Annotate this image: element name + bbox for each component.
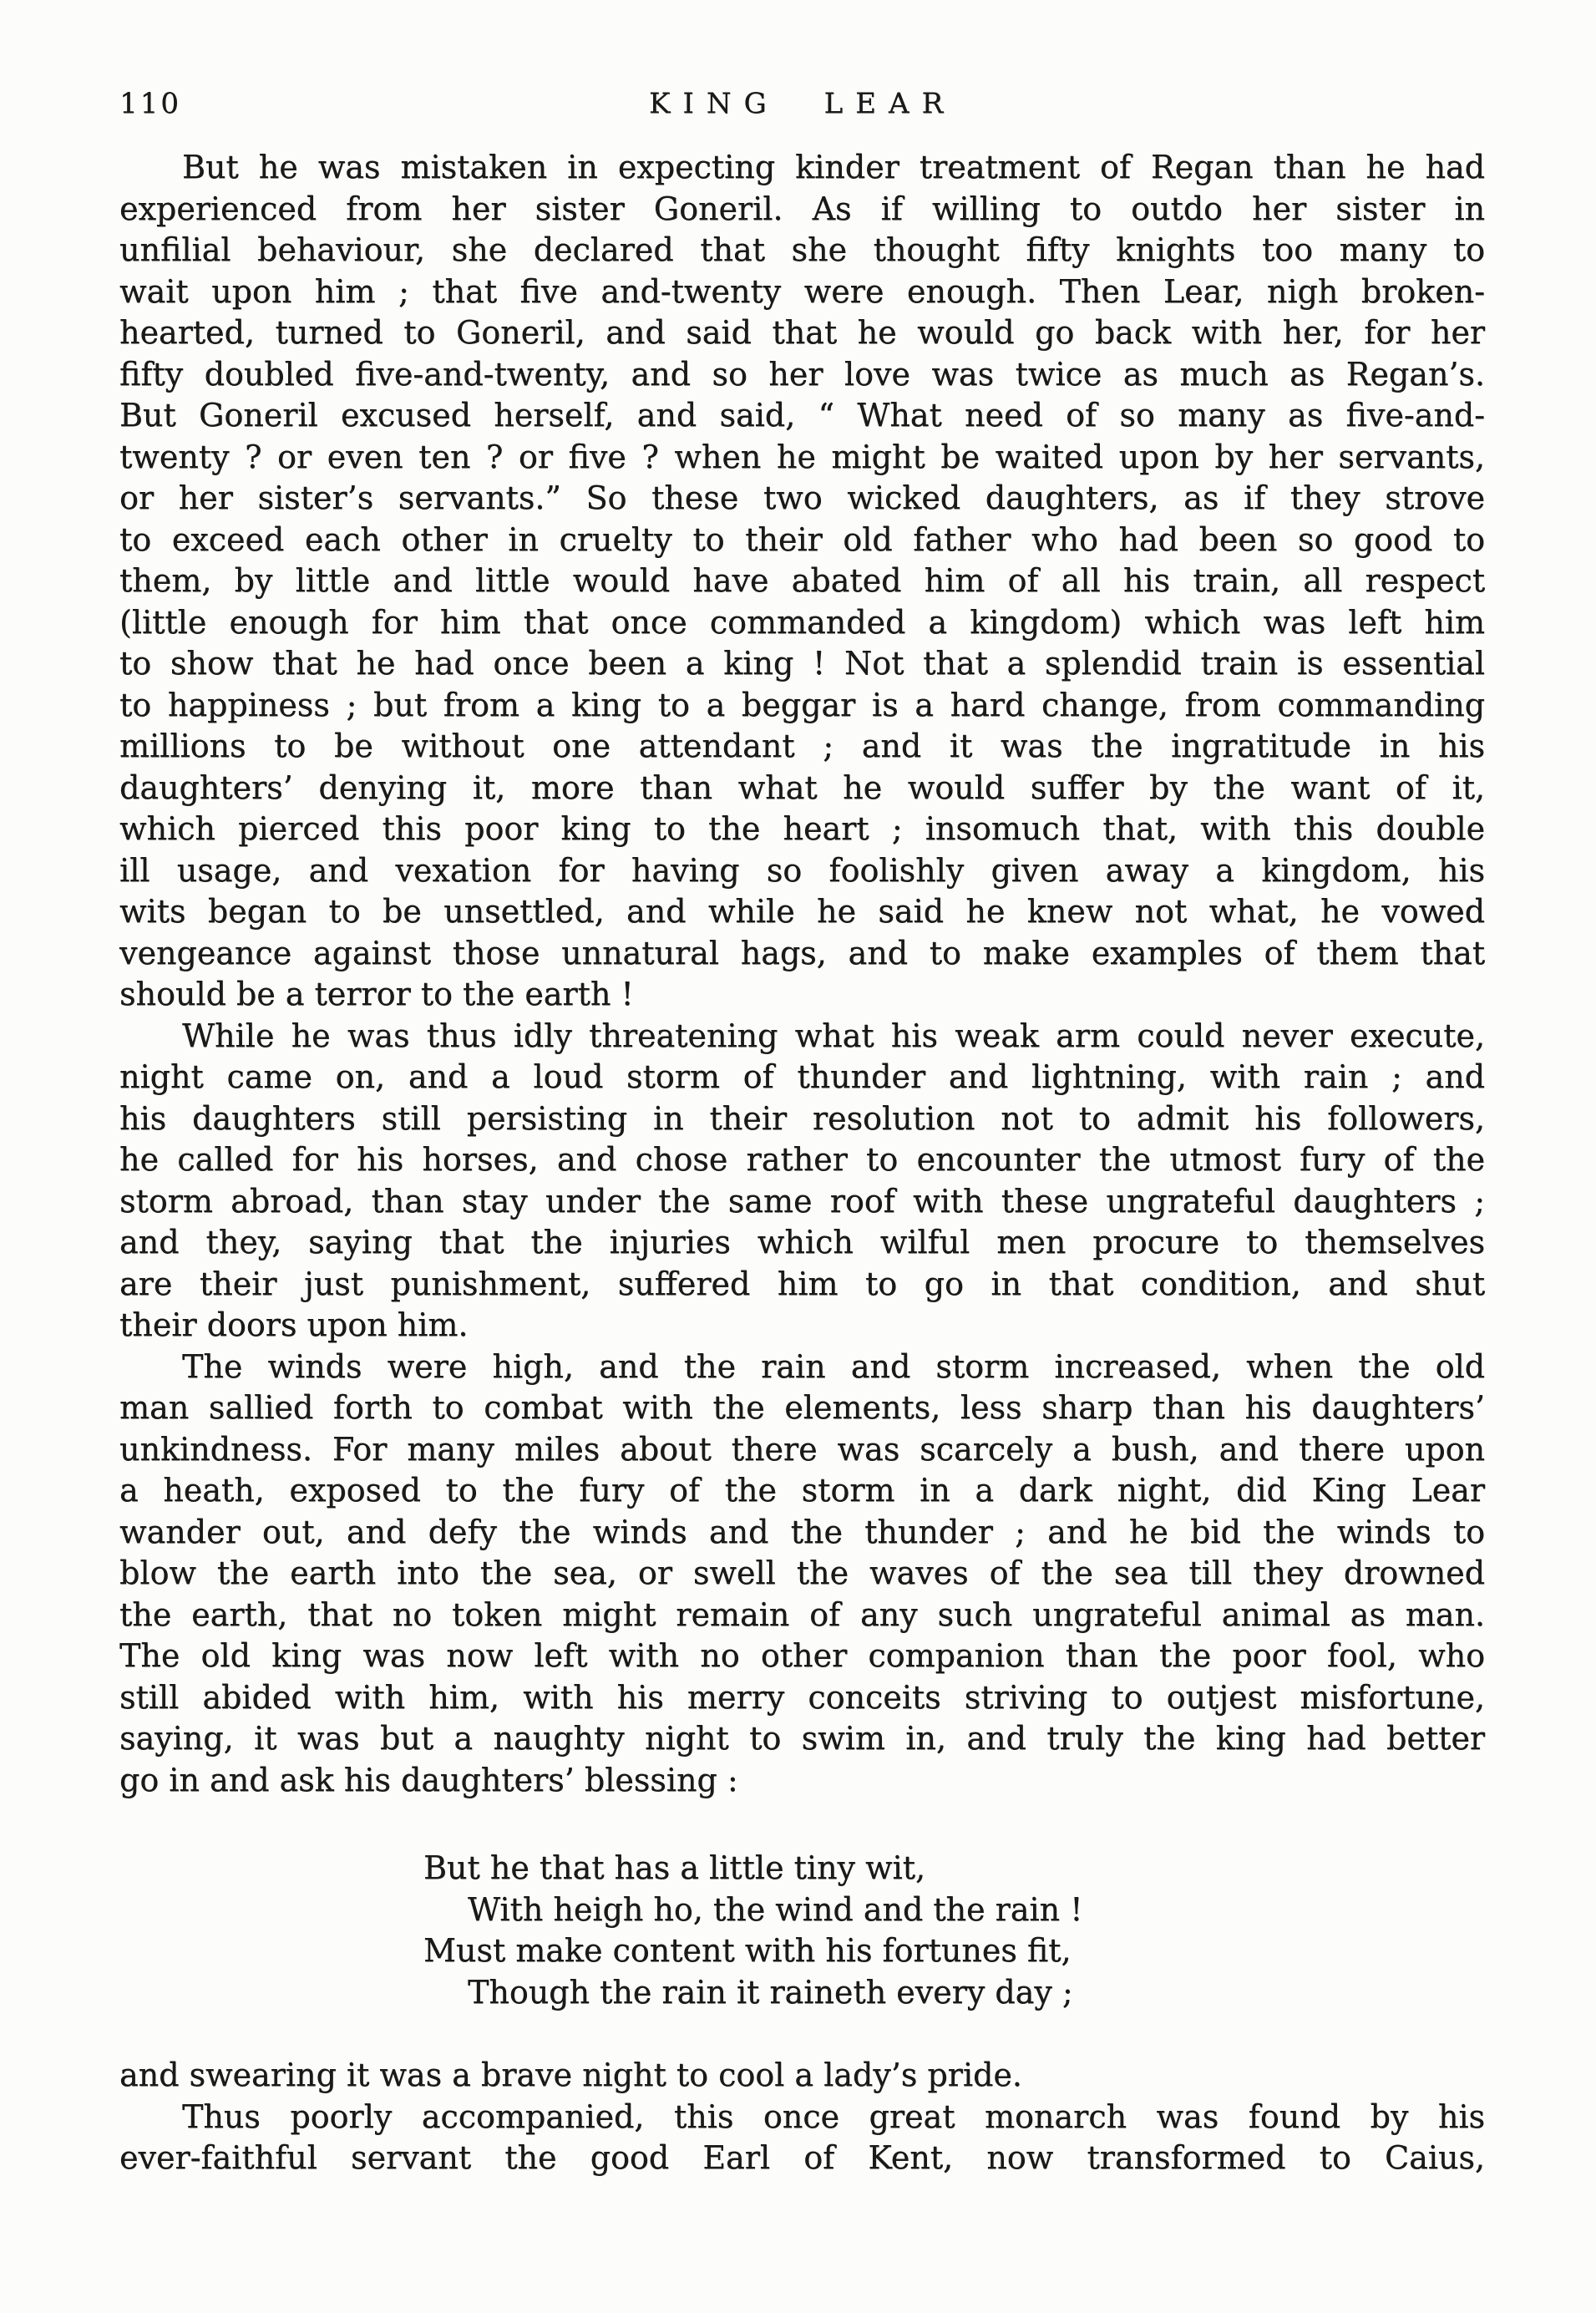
text-line: their doors upon him. (119, 1306, 469, 1343)
paragraph (119, 1347, 1485, 1802)
text-line: man sallied forth to combat with the elements, less sharp than his daughters’ (119, 1389, 1485, 1426)
text-line: should be a terror to the earth ! (119, 976, 634, 1012)
paragraph (119, 2097, 1485, 2179)
verse-line: Though the rain it raineth every day ; (468, 1973, 1073, 2011)
text-line: wits began to be unsettled, and while he said he knew not what, he vowed (119, 893, 1485, 930)
text-line: The old king was now left with no other companion than the poor fool, who (119, 1637, 1485, 1674)
text-line: storm abroad, than stay under the same roof with these ungrateful daughters ; (119, 1182, 1485, 1220)
paragraph (119, 2055, 1485, 2097)
text-line: which pierced this poor king to the heart ; insomuch that, with this double (119, 810, 1485, 847)
text-line: While he was thus idly threatening what his weak arm could never execute, (182, 1017, 1485, 1054)
text-line: night came on, and a loud storm of thunder and lightning, with rain ; and (119, 1058, 1485, 1095)
text-line: blow the earth into the sea, or swell the waves of the sea till they drowned (119, 1555, 1485, 1591)
text-line: unkindness. For many miles about there was scarcely a bush, and there upon (119, 1430, 1485, 1468)
text-line: But Goneril excused herself, and said, “ What need of so many as five-and- (119, 397, 1485, 434)
verse-line: With heigh ho, the wind and the rain ! (468, 1890, 1083, 1928)
verse-line: But he that has a little tiny wit, (423, 1849, 926, 1886)
text-line: wait upon him ; that five and-twenty were enough. Then Lear, nigh broken- (119, 272, 1485, 310)
text-line: The winds were high, and the rain and storm increased, when the old (182, 1347, 1485, 1385)
text-line: ill usage, and vexation for having so foolishly given away a kingdom, his (119, 851, 1485, 889)
text-line: still abided with him, with his merry conceits striving to outjest misfortune, (119, 1678, 1485, 1716)
text-line: fifty doubled five-and-twenty, and so her love was twice as much as Regan’s. (119, 355, 1485, 393)
text-line: wander out, and defy the winds and the thunder ; and he bid the winds to (119, 1513, 1485, 1550)
text-line: daughters’ denying it, more than what he would suffer by the want of it, (119, 768, 1485, 806)
text-line: he called for his horses, and chose rather to encounter the utmost fury of the (119, 1141, 1485, 1178)
text-line: the earth, that no token might remain of any such ungrateful animal as man. (119, 1595, 1485, 1633)
text-line: to exceed each other in cruelty to their old father who had been so good to (119, 520, 1485, 558)
text-line: twenty ? or even ten ? or five ? when he might be waited upon by her servants, (119, 438, 1485, 475)
text-line: But he was mistaken in expecting kinder treatment of Regan than he had (182, 149, 1485, 185)
text-line: (little enough for him that once commanded a kingdom) which was left him (119, 603, 1485, 641)
paragraph (119, 147, 1485, 1016)
text-line: Thus poorly accompanied, this once great monarch was found by his (182, 2097, 1485, 2135)
text-line: go in and ask his daughters’ blessing : (119, 1761, 738, 1798)
verse-line: Must make content with his fortunes fit, (423, 1932, 1072, 1969)
text-line: them, by little and little would have abated him of all his train, all respect (119, 562, 1485, 599)
text-line: unfilial behaviour, she declared that she thought fifty knights too many to (119, 231, 1485, 268)
text-line: saying, it was but a naughty night to swim in, and truly the king had better (119, 1720, 1485, 1757)
text-line: millions to be without one attendant ; and it was the ingratitude in his (119, 728, 1485, 764)
text-line: to happiness ; but from a king to a beggar is a hard change, from commanding (119, 686, 1485, 723)
running-title: KING LEAR (648, 87, 956, 120)
page-number: 110 (119, 87, 181, 120)
paragraph (119, 1016, 1485, 1347)
text-line: and they, saying that the injuries which wilful men procure to themselves (119, 1224, 1485, 1260)
text-line: or her sister’s servants.” So these two wicked daughters, as if they strove (119, 479, 1485, 516)
text-line: his daughters still persisting in their resolution not to admit his followers, (119, 1099, 1485, 1137)
running-header (119, 86, 1485, 121)
verse-block (423, 1848, 1485, 2013)
page-body (119, 147, 1485, 2179)
text-line: experienced from her sister Goneril. As if willing to outdo her sister in (119, 190, 1485, 227)
text-line: hearted, turned to Goneril, and said that he would go back with her, for her (119, 314, 1485, 351)
text-line: and swearing it was a brave night to cool a lady’s pride. (119, 2057, 1022, 2093)
text-line: to show that he had once been a king ! Not that a splendid train is essential (119, 645, 1485, 682)
text-line: are their just punishment, suffered him to go in that condition, and shut (119, 1265, 1485, 1302)
text-line: ever-faithful servant the good Earl of Kent, now transformed to Caius, (119, 2139, 1485, 2176)
text-line: a heath, exposed to the fury of the storm in a dark night, did King Lear (119, 1472, 1485, 1509)
text-line: vengeance against those unnatural hags, and to make examples of them that (119, 934, 1485, 971)
